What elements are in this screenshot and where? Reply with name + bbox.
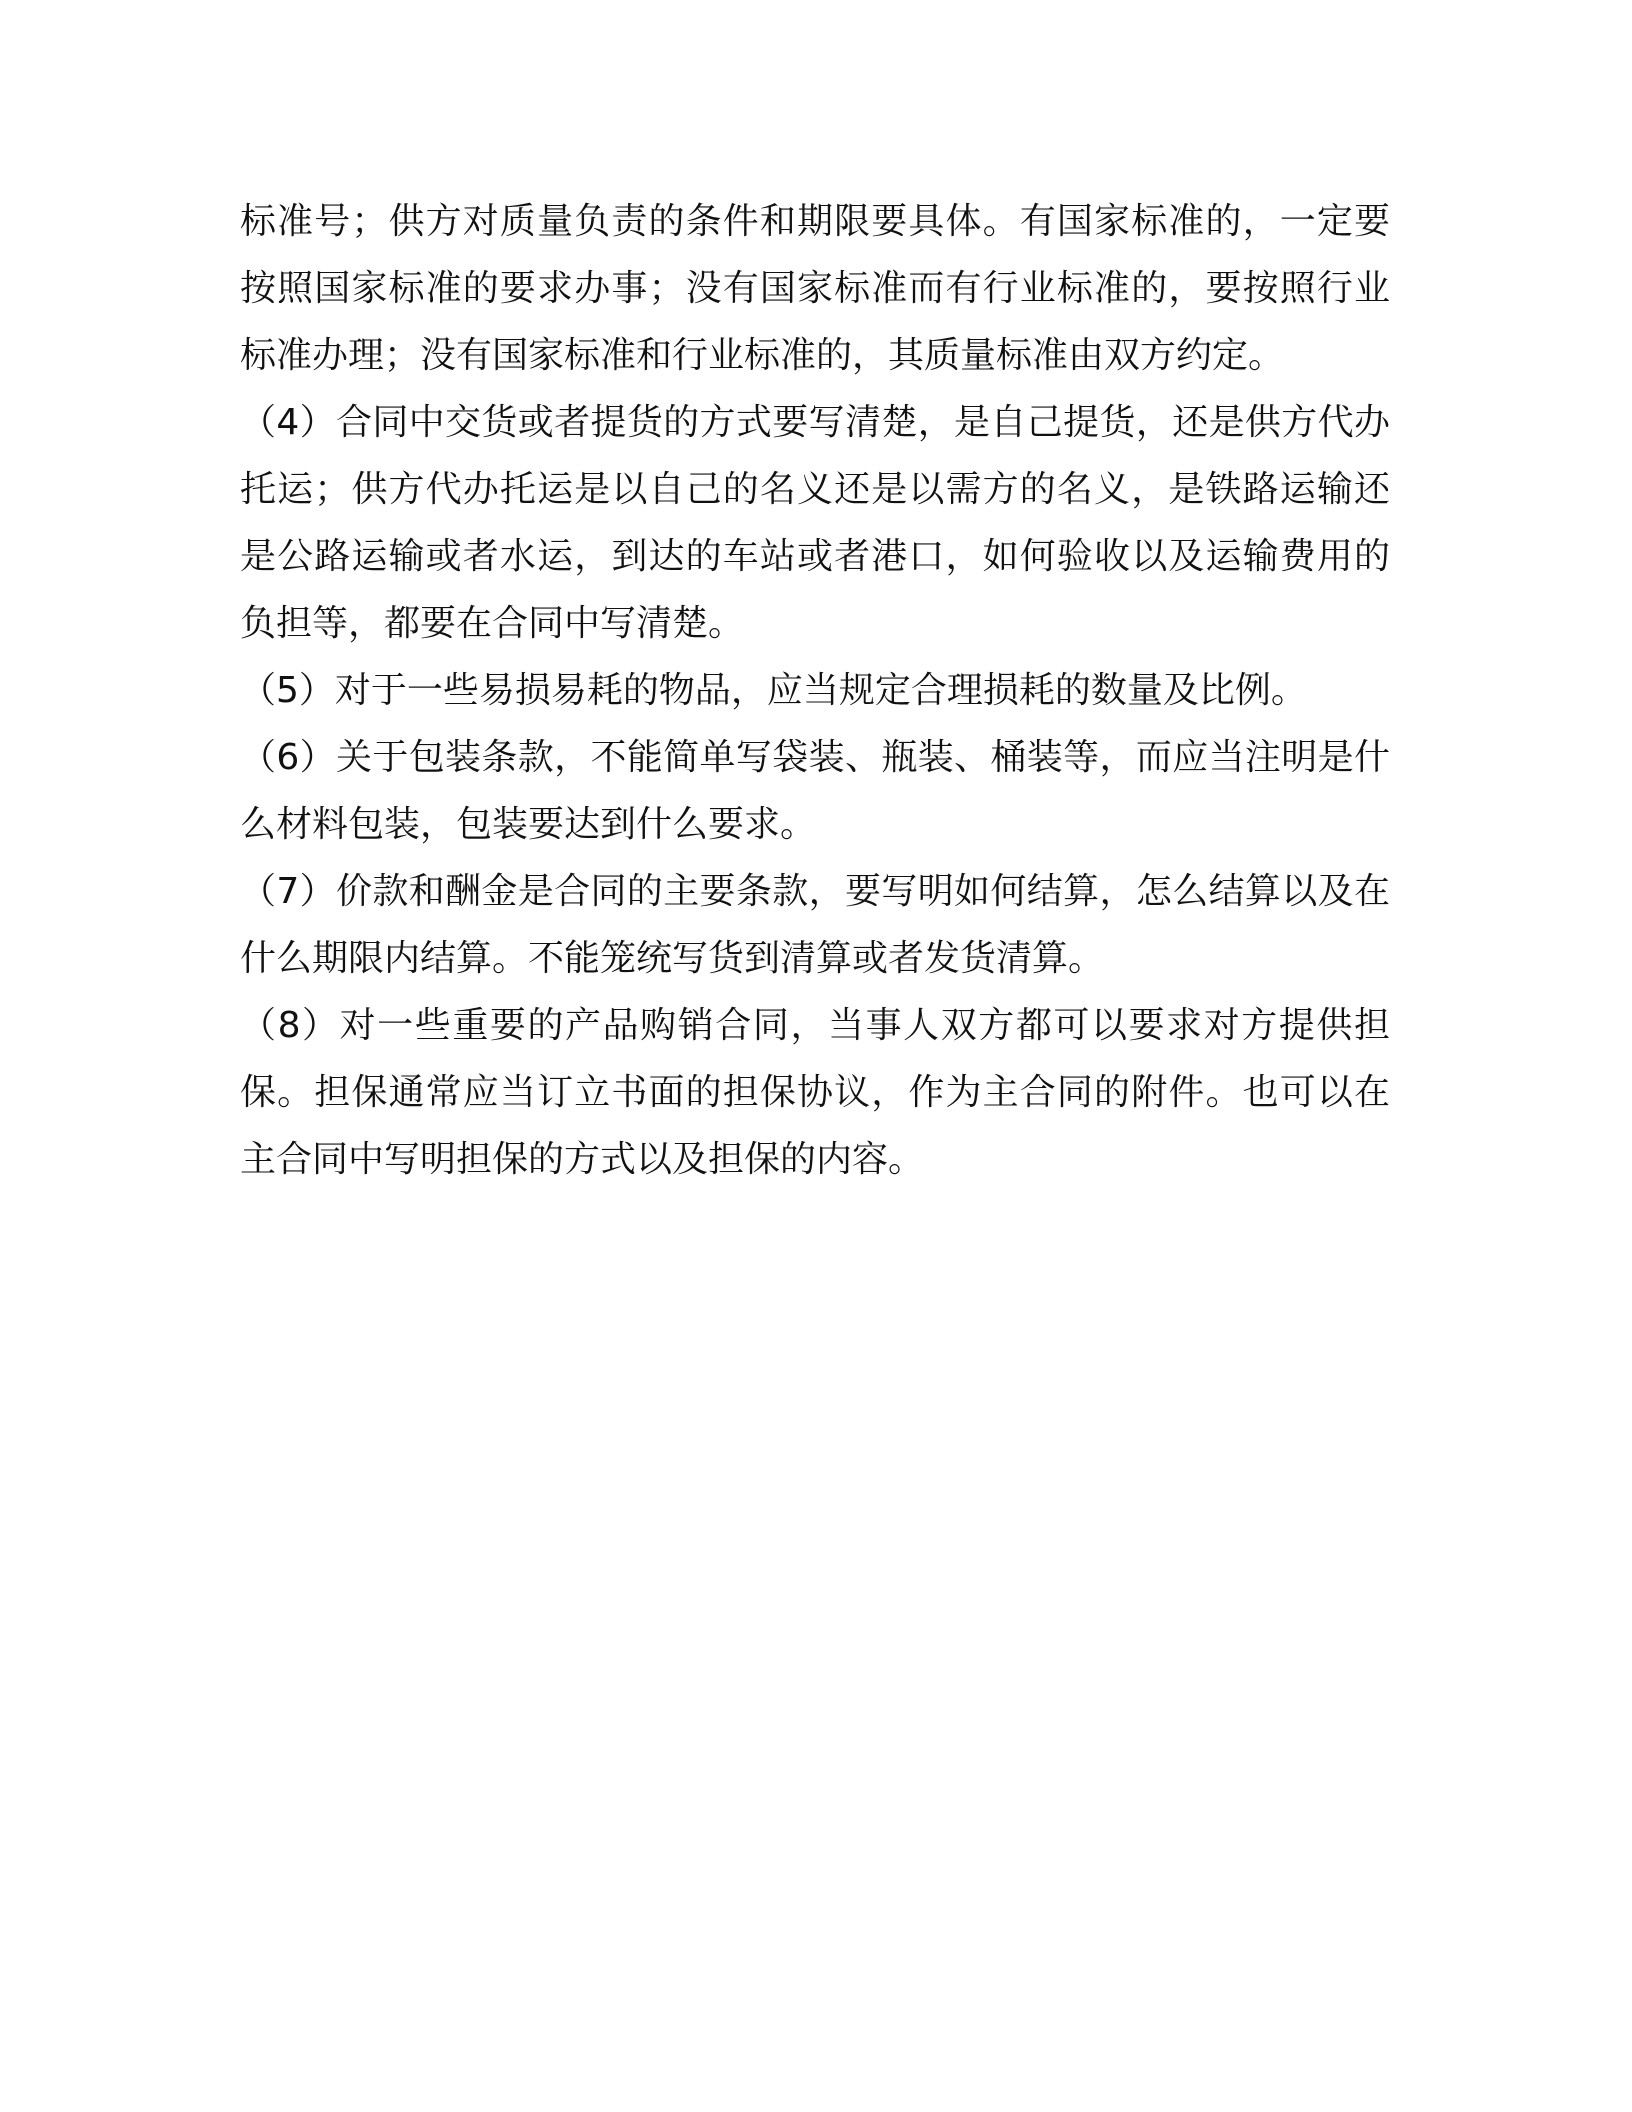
paragraph-item-6-packaging: （6）关于包装条款，不能简单写袋装、瓶装、桶装等，而应当注明是什么材料包装，包装要达到什么要求。 bbox=[240, 737, 1390, 845]
paragraph-item-8-guarantee: （8）对一些重要的产品购销合同，当事人双方都可以要求对方提供担保。担保通常应当订立书面的担保协议，作为主合同的附件。也可以在主合同中写明担保的方式以及担保的内容。 bbox=[240, 1005, 1390, 1180]
paragraph-item-4-delivery: （4）合同中交货或者提货的方式要写清楚，是自己提货，还是供方代办托运；供方代办托运是以自己的名义还是以需方的名义，是铁路运输还是公路运输或者水运，到达的车站或者港口，如何验收以及运输费用的负担等，都要在合同中写清楚。 bbox=[240, 402, 1390, 644]
paragraph-item-7-payment: （7）价款和酬金是合同的主要条款，要写明如何结算，怎么结算以及在什么期限内结算。不能笼统写货到清算或者发货清算。 bbox=[240, 871, 1390, 979]
document-body bbox=[240, 188, 1390, 1193]
paragraph-quality-standard: 标准号；供方对质量负责的条件和期限要具体。有国家标准的，一定要按照国家标准的要求办事；没有国家标准而有行业标准的，要按照行业标准办理；没有国家标准和行业标准的，其质量标准由双方约定。 bbox=[240, 201, 1390, 376]
paragraph-item-5-loss: （5）对于一些易损易耗的物品，应当规定合理损耗的数量及比例。 bbox=[240, 670, 1307, 711]
